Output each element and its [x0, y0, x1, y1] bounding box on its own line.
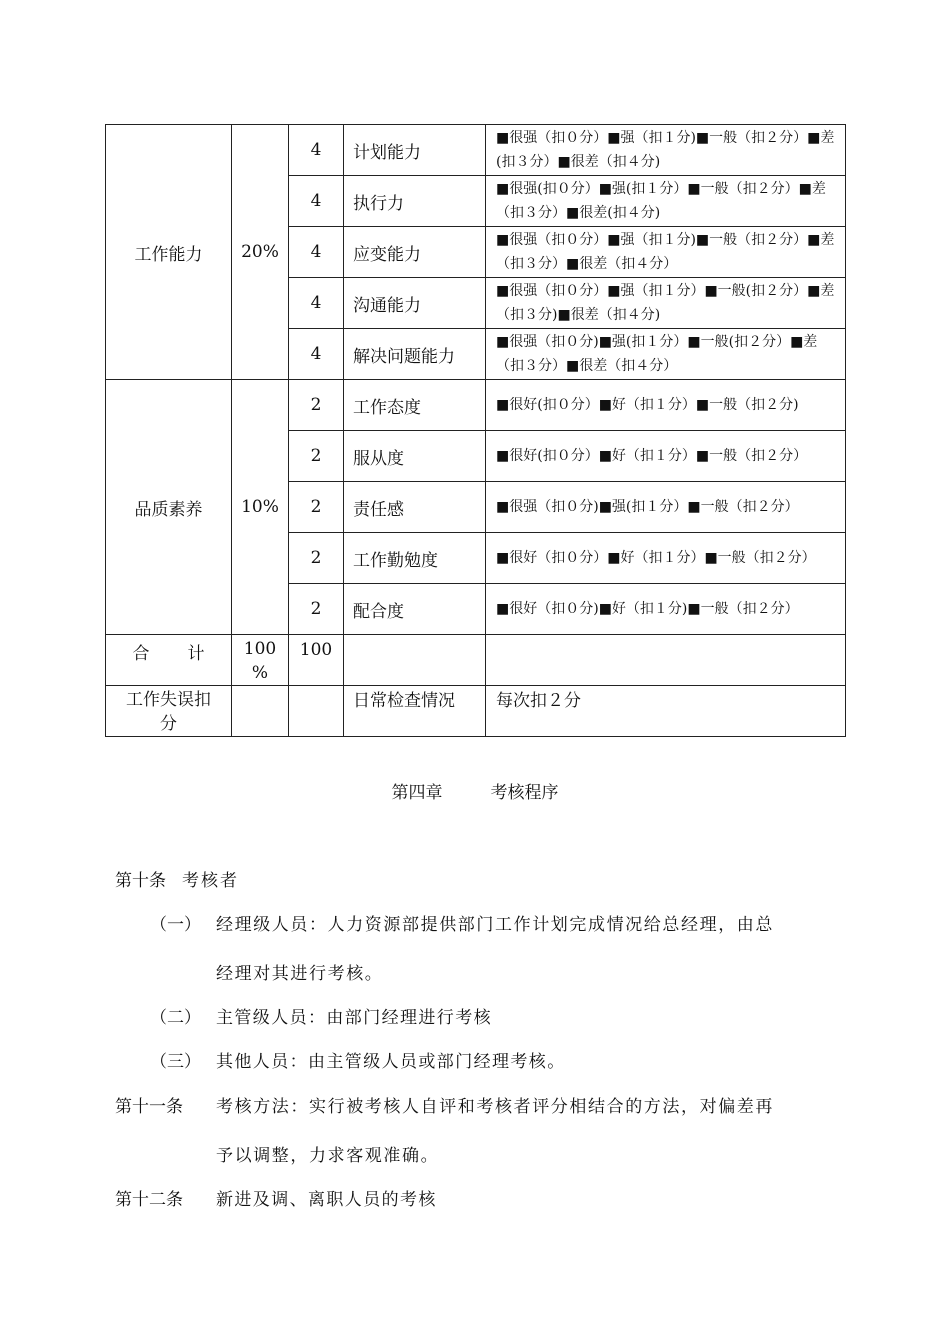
score-cell: 2 [289, 431, 344, 482]
options-cell: ■很强（扣０分）■强（扣１分）■一般(扣２分）■差（扣３分)■很差（扣４分) [486, 278, 846, 329]
score-cell: 4 [289, 329, 344, 380]
article-11-label: 第十一条 [115, 1097, 183, 1117]
item-cell: 执行力 [344, 176, 486, 227]
chapter-title: 考核程序 [490, 783, 559, 803]
error-options: 每次扣２分 [496, 691, 581, 711]
item-cell: 沟通能力 [344, 278, 486, 329]
score-cell: 2 [289, 380, 344, 431]
item-1-label: （一） [150, 915, 201, 935]
article-10 [115, 866, 239, 891]
options-cell: ■很好(扣０分）■好（扣１分）■一般（扣２分) [486, 380, 846, 431]
error-score-cell [289, 686, 344, 737]
item-1-line2: 经理对其进行考核。 [216, 964, 384, 984]
item-cell: 服从度 [344, 431, 486, 482]
item-2-label: （二） [150, 1008, 201, 1028]
error-options-cell [486, 686, 846, 737]
total-weight-a: 100 [243, 639, 277, 659]
options-cell: ■很好（扣０分）■好（扣１分）■一般（扣２分） [486, 533, 846, 584]
total-options-cell [486, 635, 846, 686]
total-item-cell [344, 635, 486, 686]
options-cell: ■很强（扣０分)■强(扣１分）■一般(扣２分）■差（扣３分）■很差（扣４分） [486, 329, 846, 380]
options-cell: ■很强（扣０分)■强(扣１分）■一般（扣２分） [486, 482, 846, 533]
error-row [106, 686, 846, 737]
article-10-label: 第十条 [115, 871, 166, 891]
category-cell: 工作能力 [106, 125, 232, 380]
error-label-a: 工作失误扣 [126, 690, 211, 710]
score-cell: 4 [289, 176, 344, 227]
total-weight-cell [232, 635, 289, 686]
total-weight-b: % [251, 663, 269, 683]
weight-cell: 20% [232, 125, 289, 380]
item-cell: 配合度 [344, 584, 486, 635]
evaluation-table [105, 124, 846, 737]
options-cell: ■很好(扣０分）■好（扣１分）■一般（扣２分） [486, 431, 846, 482]
error-label-b: 分 [160, 714, 177, 734]
score-cell: 2 [289, 482, 344, 533]
item-3-text: 其他人员：由主管级人员或部门经理考核。 [216, 1052, 566, 1072]
article-12-label: 第十二条 [115, 1190, 183, 1210]
item-1-line1: 经理级人员：人力资源部提供部门工作计划完成情况给总经理，由总 [216, 915, 774, 935]
article-10-title: 考核者 [182, 871, 239, 891]
item-cell: 责任感 [344, 482, 486, 533]
score-cell: 2 [289, 584, 344, 635]
item-3-label: （三） [150, 1052, 201, 1072]
chapter-heading [0, 778, 950, 803]
total-label-b: 计 [187, 644, 205, 664]
weight-cell: 10% [232, 380, 289, 635]
options-cell: ■很强（扣０分）■强（扣１分)■一般（扣２分）■差(扣３分）■很差（扣４分) [486, 125, 846, 176]
item-cell: 工作态度 [344, 380, 486, 431]
error-label-cell [106, 686, 232, 737]
score-cell: 2 [289, 533, 344, 584]
score-cell: 4 [289, 227, 344, 278]
article-11-line1: 考核方法：实行被考核人自评和考核者评分相结合的方法，对偏差再 [216, 1097, 774, 1117]
item-cell: 计划能力 [344, 125, 486, 176]
chapter-number: 第四章 [391, 783, 443, 803]
error-item: 日常检查情况 [353, 691, 455, 711]
error-weight-cell [232, 686, 289, 737]
article-12-text: 新进及调、离职人员的考核 [216, 1190, 437, 1210]
total-row [106, 635, 846, 686]
table-row [106, 125, 846, 176]
total-score: 100 [299, 640, 333, 660]
table-row [106, 380, 846, 431]
item-cell: 应变能力 [344, 227, 486, 278]
item-cell: 工作勤勉度 [344, 533, 486, 584]
total-label-cell [106, 635, 232, 686]
item-cell: 解决问题能力 [344, 329, 486, 380]
article-11-line2: 予以调整，力求客观准确。 [216, 1146, 440, 1166]
error-item-cell [344, 686, 486, 737]
total-score-cell [289, 635, 344, 686]
score-cell: 4 [289, 278, 344, 329]
item-2-text: 主管级人员：由部门经理进行考核 [216, 1008, 492, 1028]
options-cell: ■很强（扣０分）■强（扣１分)■一般（扣２分）■差（扣３分）■很差（扣４分） [486, 227, 846, 278]
options-cell: ■很好（扣０分)■好（扣１分)■一般（扣２分） [486, 584, 846, 635]
score-cell: 4 [289, 125, 344, 176]
options-cell: ■很强(扣０分）■强(扣１分）■一般（扣２分）■差（扣３分）■很差(扣４分) [486, 176, 846, 227]
total-label-a: 合 [132, 644, 150, 664]
category-cell: 品质素养 [106, 380, 232, 635]
